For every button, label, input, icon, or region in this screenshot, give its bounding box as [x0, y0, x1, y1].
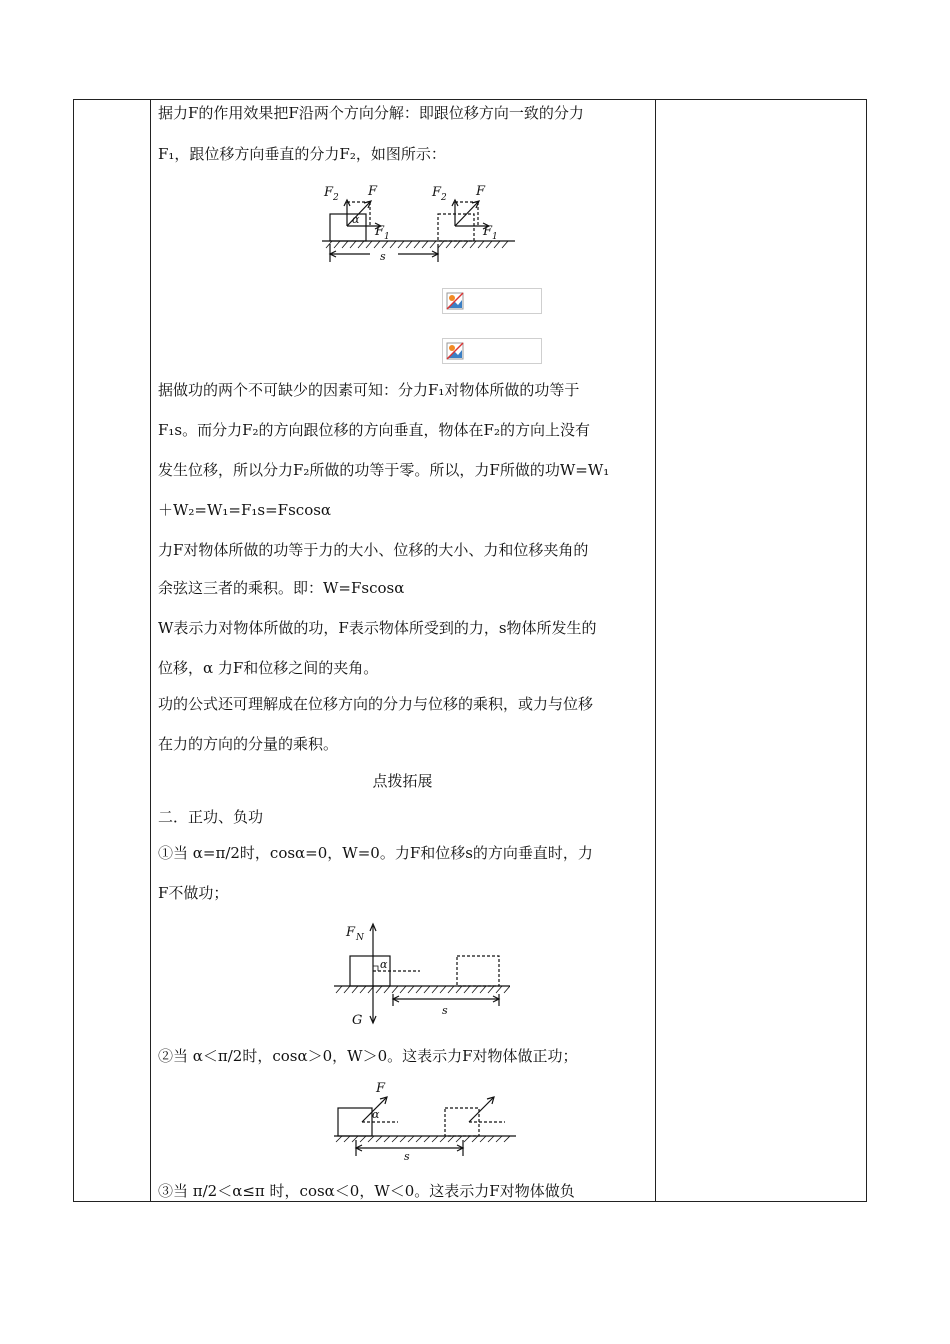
acute-angle-force-figure — [330, 1078, 520, 1160]
svg-text:F: F — [476, 184, 486, 199]
text-line: 在力的方向的分量的乘积。 — [158, 735, 339, 753]
text-line: 位移，α 力F和位移之间的夹角。 — [158, 659, 379, 677]
text-line: W表示力对物体所做的功，F表示物体所受到的力，s物体所发生的 — [158, 619, 597, 637]
text-line: F₁s。而分力F₂的方向跟位移的方向垂直，物体在F₂的方向上没有 — [158, 421, 590, 439]
text-line: ＋W₂=W₁=F₁s=Fscosα — [158, 501, 332, 519]
svg-text:1: 1 — [492, 232, 498, 242]
broken-image-placeholder — [442, 338, 542, 364]
svg-text:2: 2 — [441, 193, 447, 203]
text-line: 二．正功、负功 — [158, 808, 264, 826]
broken-image-icon — [446, 292, 464, 310]
svg-text:F: F — [324, 185, 334, 200]
svg-text:N: N — [356, 933, 364, 943]
svg-text:s: s — [380, 250, 386, 263]
text-line: 据做功的两个不可缺少的因素可知：分力F₁对物体所做的功等于 — [158, 381, 580, 399]
svg-text:F: F — [368, 184, 378, 199]
text-line: 力F对物体所做的功等于力的大小、位移的大小、力和位移夹角的 — [158, 541, 589, 559]
svg-text:s: s — [442, 1004, 448, 1017]
column-divider-2 — [655, 100, 656, 1201]
svg-text:F: F — [346, 925, 356, 940]
broken-image-icon — [446, 342, 464, 360]
text-line: F不做功； — [158, 884, 229, 902]
svg-text:F: F — [375, 224, 385, 239]
text-line: 发生位移，所以分力F₂所做的功等于零。所以，力F所做的功W=W₁ — [158, 461, 610, 479]
perpendicular-force-figure — [330, 918, 510, 1028]
svg-text:α: α — [352, 213, 360, 226]
section-heading: 点拨拓展 — [372, 772, 433, 790]
svg-text:2: 2 — [333, 193, 339, 203]
text-line: ①当 α=π/2时，cosα=0，W=0。力F和位移s的方向垂直时，力 — [158, 844, 593, 862]
broken-image-placeholder — [442, 288, 542, 314]
text-line: 据力F的作用效果把F沿两个方向分解：即跟位移方向一致的分力 — [158, 104, 584, 122]
svg-text:α: α — [380, 958, 388, 971]
svg-text:1: 1 — [384, 232, 390, 242]
svg-text:s: s — [404, 1150, 410, 1160]
svg-text:G: G — [352, 1013, 363, 1028]
text-line: 功的公式还可理解成在位移方向的分力与位移的乘积，或力与位移 — [158, 695, 594, 713]
text-line: F₁，跟位移方向垂直的分力F₂，如图所示： — [158, 145, 446, 163]
svg-text:F: F — [483, 224, 493, 239]
content-column — [150, 100, 655, 1203]
text-line: 余弦这三者的乘积。即：W=Fscosα — [158, 579, 405, 597]
svg-text:F: F — [432, 185, 442, 200]
svg-text:α: α — [372, 1108, 380, 1121]
page-table — [73, 99, 867, 1202]
text-line: ②当 α＜π/2时，cosα＞0，W＞0。这表示力F对物体做正功； — [158, 1047, 578, 1065]
force-decomposition-figure — [320, 178, 520, 268]
text-line: ③当 π/2＜α≤π 时，cosα＜0，W＜0。这表示力F对物体做负 — [158, 1182, 575, 1200]
svg-text:F: F — [376, 1081, 386, 1096]
